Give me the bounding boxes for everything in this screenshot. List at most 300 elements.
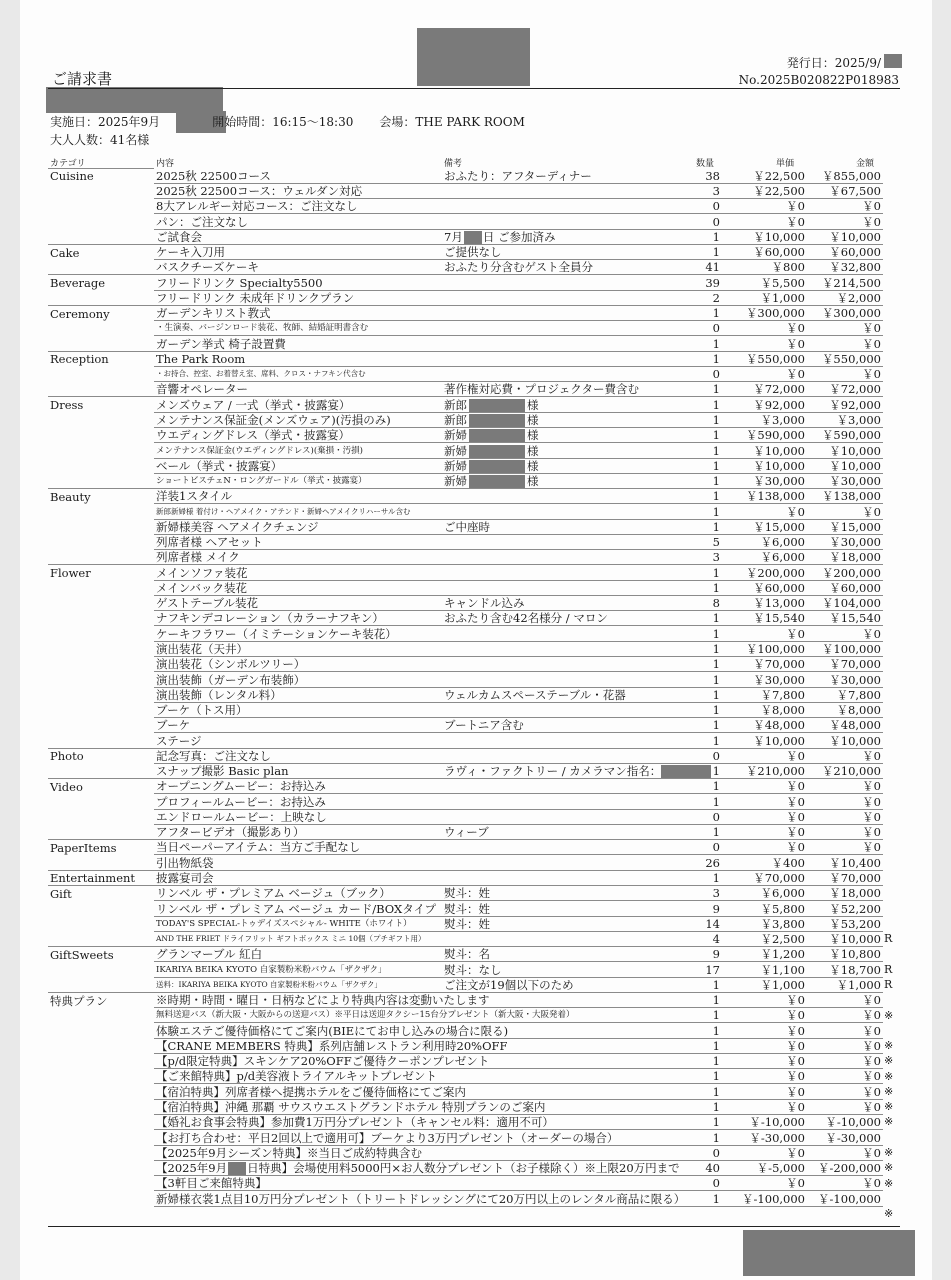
table-row <box>48 1069 883 1084</box>
row-qty: 2 <box>696 290 726 305</box>
table-row <box>48 565 883 580</box>
row-note <box>442 504 696 519</box>
row-unit-price: ￥138,000 <box>726 489 807 504</box>
row-note-text: ご注文が19個以下のため <box>444 977 574 992</box>
table-row <box>48 1114 883 1129</box>
table-header <box>48 156 883 168</box>
row-unit-price: ￥15,540 <box>726 611 807 626</box>
table-row <box>48 290 883 305</box>
table-row <box>48 199 883 214</box>
row-amount: ￥1,000 <box>807 977 883 992</box>
row-amount: ￥0 <box>807 794 883 809</box>
table-row <box>48 992 883 1007</box>
table-row <box>48 183 883 198</box>
row-qty: 0 <box>696 840 726 855</box>
row-category <box>48 1114 154 1129</box>
row-note-text: ラヴィ・ファクトリー / カメラマン指名： <box>444 764 662 779</box>
table-row <box>48 779 883 794</box>
row-amount: ￥15,000 <box>807 519 883 534</box>
event-date: 実施日：2025年9月 <box>50 115 161 129</box>
row-item: メンテナンス保証金(メンズウェア)(汚損のみ) <box>154 412 442 427</box>
row-amount: ￥138,000 <box>807 489 883 504</box>
row-amount: ￥0 <box>807 1053 883 1068</box>
row-amount: ￥0 <box>807 626 883 641</box>
row-note <box>442 977 696 992</box>
row-item: 【3軒目ご来館特典】 <box>154 1176 442 1191</box>
table-row <box>48 504 883 519</box>
row-category <box>48 931 154 946</box>
row-item: バスクチーズケーキ <box>154 260 442 275</box>
row-category <box>48 443 154 458</box>
row-note <box>442 519 696 534</box>
row-unit-price: ￥1,100 <box>726 962 807 977</box>
row-unit-price: ￥800 <box>726 260 807 275</box>
row-note <box>442 412 696 427</box>
table-row <box>48 1053 883 1068</box>
remark-mark <box>884 550 900 565</box>
row-category <box>48 1130 154 1145</box>
row-item: フリードリンク 未成年ドリンクプラン <box>154 290 442 305</box>
row-note <box>442 305 696 320</box>
event-info-line <box>50 113 525 130</box>
row-category <box>48 382 154 397</box>
table-row <box>48 443 883 458</box>
row-item: 体験エステご優待価格にてご案内(BIEにてお申し込みの場合に限る) <box>156 1023 509 1038</box>
row-qty: 0 <box>696 366 726 381</box>
row-note <box>442 809 696 824</box>
row-qty: 1 <box>696 1114 726 1129</box>
redaction-block <box>743 1230 915 1276</box>
row-unit-price: ￥10,000 <box>726 443 807 458</box>
row-unit-price: ￥-10,000 <box>726 1114 807 1129</box>
row-amount: ￥10,000 <box>807 443 883 458</box>
remark-mark: R <box>884 962 893 976</box>
remark-mark <box>884 885 900 900</box>
row-qty: 1 <box>696 1008 726 1023</box>
row-note <box>442 275 696 290</box>
row-unit-price: ￥0 <box>726 1053 807 1068</box>
row-amount: ￥2,000 <box>807 290 883 305</box>
row-qty: 1 <box>696 1053 726 1068</box>
remark-mark <box>884 168 900 183</box>
row-category <box>48 718 154 733</box>
row-qty: 1 <box>696 992 726 1007</box>
row-note <box>442 916 696 931</box>
row-unit-price: ￥-100,000 <box>726 1191 807 1206</box>
row-item: The Park Room <box>154 351 442 366</box>
row-amount: ￥0 <box>807 748 883 763</box>
row-unit-price: ￥0 <box>726 366 807 381</box>
table-row <box>48 229 883 244</box>
row-note <box>442 901 696 916</box>
row-item: 記念写真：ご注文なし <box>154 748 442 763</box>
row-amount: ￥0 <box>807 1023 883 1038</box>
row-category <box>48 1008 154 1023</box>
row-item: フリードリンク Specialty5500 <box>154 275 442 290</box>
row-category <box>48 824 154 839</box>
row-unit-price: ￥5,500 <box>726 275 807 290</box>
row-category: PaperItems <box>48 840 154 855</box>
row-unit-price: ￥1,000 <box>726 290 807 305</box>
row-category <box>48 916 154 931</box>
row-item: ・お持合、控室、お着替え室、席料、クロス・ナフキン代含む <box>154 366 442 381</box>
row-note <box>442 641 696 656</box>
row-qty: 0 <box>696 748 726 763</box>
row-amount: ￥200,000 <box>807 565 883 580</box>
table-row <box>48 1038 883 1053</box>
row-amount: ￥32,800 <box>807 260 883 275</box>
row-category <box>48 809 154 824</box>
row-amount: ￥18,700 <box>807 962 883 977</box>
table-row <box>48 672 883 687</box>
table-row <box>48 1160 883 1175</box>
row-note <box>442 672 696 687</box>
row-amount: ￥0 <box>807 336 883 351</box>
row-qty: 1 <box>696 336 726 351</box>
row-qty: 1 <box>696 1023 726 1038</box>
row-qty: 0 <box>696 199 726 214</box>
row-amount: ￥0 <box>807 504 883 519</box>
row-qty: 1 <box>696 397 726 412</box>
row-item: ナフキンデコレーション（カラーナフキン） <box>154 611 442 626</box>
row-item: エンドロールムービー：上映なし <box>154 809 442 824</box>
row-item: プロフィールムービー：お持込み <box>154 794 442 809</box>
row-amount: ￥-200,000 <box>807 1160 883 1175</box>
remark-mark <box>884 305 900 320</box>
row-qty: 1 <box>696 1038 726 1053</box>
row-item: 【宿泊特典】沖縄 那覇 サウスウエストグランドホテル 特別プランのご案内 <box>156 1099 546 1114</box>
remark-mark: ※ <box>884 1161 894 1175</box>
row-unit-price: ￥0 <box>726 794 807 809</box>
row-amount: ￥855,000 <box>807 169 883 184</box>
row-unit-price: ￥70,000 <box>726 870 807 885</box>
row-note <box>442 428 696 443</box>
row-item: 8大アレルギー対応コース：ご注文なし <box>154 199 442 214</box>
remark-mark <box>884 702 900 717</box>
row-amount: ￥10,000 <box>807 229 883 244</box>
row-qty: 1 <box>696 763 726 778</box>
row-amount: ￥590,000 <box>807 428 883 443</box>
row-note <box>442 595 696 610</box>
row-note <box>442 382 696 397</box>
table-row <box>48 977 883 992</box>
row-note-suffix: 様 <box>527 397 539 412</box>
remark-mark <box>884 809 900 824</box>
row-unit-price: ￥200,000 <box>726 565 807 580</box>
row-amount: ￥67,500 <box>807 183 883 198</box>
table-row <box>48 840 883 855</box>
row-unit-price: ￥6,000 <box>726 885 807 900</box>
row-amount: ￥300,000 <box>807 305 883 320</box>
invoice-number: No.2025B020822P018983 <box>738 73 899 87</box>
row-unit-price: ￥300,000 <box>726 305 807 320</box>
row-unit-price: ￥0 <box>726 840 807 855</box>
row-unit-price: ￥590,000 <box>726 428 807 443</box>
row-amount: ￥3,000 <box>807 412 883 427</box>
remark-mark: ※ <box>884 1207 894 1221</box>
row-category <box>48 962 154 977</box>
row-note-suffix: 様 <box>527 413 539 428</box>
row-note-text: ご中座時 <box>444 519 490 534</box>
table-row <box>48 794 883 809</box>
remark-mark <box>884 290 900 305</box>
row-amount: ￥92,000 <box>807 397 883 412</box>
remark-mark <box>884 214 900 229</box>
row-unit-price: ￥60,000 <box>726 244 807 259</box>
row-qty: 1 <box>696 1084 726 1099</box>
redaction-block <box>469 475 525 488</box>
row-item: ご試食会 <box>154 229 442 244</box>
row-amount: ￥0 <box>807 321 883 336</box>
remark-mark <box>884 870 900 885</box>
row-note-text: ブートニア含む <box>444 718 524 733</box>
row-item: 列席者様 ヘアセット <box>154 534 442 549</box>
row-category <box>48 901 154 916</box>
remark-mark <box>884 1191 900 1206</box>
row-item: 【婚礼お食事会特典】参加費1万円分プレゼント（キャンセル料：適用不可） <box>156 1115 554 1130</box>
row-unit-price: ￥0 <box>726 626 807 641</box>
row-item: 当日ペーパーアイテム：当方ご手配なし <box>154 840 442 855</box>
table-row <box>48 336 883 351</box>
table-row <box>48 641 883 656</box>
table-row <box>48 1008 883 1023</box>
table-row <box>48 1130 883 1145</box>
row-item: グランマーブル 紅白 <box>154 947 442 962</box>
row-item: 2025秋 22500コース：ウェルダン対応 <box>154 183 442 198</box>
row-amount: ￥72,000 <box>807 382 883 397</box>
row-category <box>48 321 154 336</box>
row-note <box>442 763 696 778</box>
row-note <box>442 397 696 412</box>
remark-mark <box>884 992 900 1007</box>
remark-mark: ※ <box>884 1146 894 1159</box>
row-note <box>442 580 696 595</box>
row-qty: 1 <box>696 565 726 580</box>
row-qty: 1 <box>696 870 726 885</box>
row-qty: 4 <box>696 931 726 946</box>
row-category <box>48 733 154 748</box>
row-qty: 1 <box>696 458 726 473</box>
row-note <box>442 611 696 626</box>
table-row <box>48 733 883 748</box>
row-note-text: おふたり含む42名様分 / マロン <box>444 611 608 626</box>
table-row <box>48 550 883 565</box>
row-unit-price: ￥0 <box>726 1023 807 1038</box>
table-row <box>48 687 883 702</box>
row-item: 2025秋 22500コース <box>154 169 442 184</box>
event-venue: 会場：THE PARK ROOM <box>379 115 525 129</box>
table-row <box>48 1084 883 1099</box>
row-qty: 8 <box>696 595 726 610</box>
row-item: 【お打ち合わせ：平日2回以上で適用可】ブーケより3万円プレゼント（オーダーの場合） <box>156 1130 619 1145</box>
row-category <box>48 336 154 351</box>
remark-mark <box>884 855 900 870</box>
row-note <box>442 947 696 962</box>
row-qty: 5 <box>696 534 726 549</box>
row-category <box>48 1191 154 1206</box>
row-amount: ￥0 <box>807 1176 883 1191</box>
row-amount: ￥15,540 <box>807 611 883 626</box>
row-note-text: 新婦 <box>444 443 467 458</box>
row-unit-price: ￥100,000 <box>726 641 807 656</box>
table-row <box>48 428 883 443</box>
row-unit-price: ￥22,500 <box>726 169 807 184</box>
row-item: ・生演奏、バージンロード装花、牧師、結婚証明書含む <box>154 321 442 336</box>
row-unit-price: ￥0 <box>726 992 807 1007</box>
remark-mark <box>884 458 900 473</box>
redaction-block <box>469 460 525 473</box>
row-amount: ￥7,800 <box>807 687 883 702</box>
document-title: ご請求書 <box>52 70 113 88</box>
row-unit-price: ￥30,000 <box>726 672 807 687</box>
remark-mark <box>884 565 900 580</box>
row-amount: ￥100,000 <box>807 641 883 656</box>
row-amount: ￥53,200 <box>807 916 883 931</box>
row-note-text: 著作権対応費・プロジェクター費含む <box>444 382 640 397</box>
remark-mark <box>884 748 900 763</box>
row-amount: ￥0 <box>807 1099 883 1114</box>
remark-mark: ※ <box>884 1054 894 1068</box>
row-category <box>48 260 154 275</box>
row-category <box>48 366 154 381</box>
row-amount: ￥10,000 <box>807 931 883 946</box>
row-category <box>48 428 154 443</box>
row-amount: ￥30,000 <box>807 473 883 488</box>
row-unit-price: ￥0 <box>726 824 807 839</box>
table-row <box>48 260 883 275</box>
row-item: ガーデン挙式 椅子設置費 <box>154 336 442 351</box>
row-note <box>442 336 696 351</box>
row-note <box>442 855 696 870</box>
remark-mark <box>884 382 900 397</box>
row-note-suffix: 様 <box>527 428 539 443</box>
row-category <box>48 290 154 305</box>
row-item: メインバック装花 <box>154 580 442 595</box>
remark-mark <box>884 366 900 381</box>
remark-mark <box>884 1130 900 1145</box>
row-qty: 1 <box>696 1191 726 1206</box>
row-item: 新婦様衣裳1点目10万円分プレゼント（トリートドレッシングにて20万円以上のレンタル商品に限る） <box>156 1191 686 1206</box>
row-note <box>442 870 696 885</box>
table-row <box>48 748 883 763</box>
row-qty: 39 <box>696 275 726 290</box>
row-note-suffix: 様 <box>527 474 539 489</box>
table-row <box>48 519 883 534</box>
table-row <box>48 718 883 733</box>
row-qty: 1 <box>696 626 726 641</box>
row-category: Video <box>48 779 154 794</box>
row-item: ケーキフラワー（イミテーションケーキ装花） <box>154 626 442 641</box>
row-unit-price: ￥70,000 <box>726 657 807 672</box>
row-note <box>442 229 696 244</box>
row-note-text: おふたり分含むゲスト全員分 <box>444 260 594 275</box>
row-amount: ￥210,000 <box>807 763 883 778</box>
remark-mark: ※ <box>884 1008 894 1022</box>
row-category: GiftSweets <box>48 947 154 962</box>
row-item: ※時期・時間・曜日・日柄などにより特典内容は変動いたします <box>156 993 490 1008</box>
row-qty: 38 <box>696 169 726 184</box>
remark-mark <box>884 397 900 412</box>
row-qty: 1 <box>696 443 726 458</box>
row-item: ガーデンキリスト教式 <box>154 305 442 320</box>
row-unit-price: ￥2,500 <box>726 931 807 946</box>
row-amount: ￥0 <box>807 1008 883 1023</box>
row-category: Ceremony <box>48 305 154 320</box>
row-item: 【2025年9月シーズン特典】※当日ご成約特典含む <box>154 1145 442 1160</box>
row-unit-price: ￥10,000 <box>726 733 807 748</box>
row-category <box>48 550 154 565</box>
row-note <box>442 1145 696 1160</box>
table-row <box>48 580 883 595</box>
table-row <box>48 1191 883 1206</box>
row-note-text: ウィーブ <box>444 825 489 840</box>
row-item: IKARIYA BEIKA KYOTO 自家製粉米粉バウム「ザクザク」 <box>154 962 442 977</box>
row-amount: ￥104,000 <box>807 595 883 610</box>
col-category: カテゴリ <box>50 159 86 169</box>
row-amount: ￥-30,000 <box>807 1130 883 1145</box>
row-category <box>48 183 154 198</box>
row-note <box>442 534 696 549</box>
table-row <box>48 702 883 717</box>
row-note <box>442 366 696 381</box>
remark-mark <box>884 901 900 916</box>
remark-mark <box>884 473 900 488</box>
row-qty: 1 <box>696 580 726 595</box>
row-unit-price: ￥0 <box>726 779 807 794</box>
row-category <box>48 1084 154 1099</box>
row-item: メンテナンス保証金(ウエディングドレス)(棄損・汚損) <box>154 443 442 458</box>
row-note <box>442 718 696 733</box>
row-unit-price: ￥6,000 <box>726 534 807 549</box>
row-unit-price: ￥1,200 <box>726 947 807 962</box>
row-amount: ￥30,000 <box>807 534 883 549</box>
row-unit-price: ￥0 <box>726 321 807 336</box>
row-unit-price: ￥0 <box>726 199 807 214</box>
row-note <box>442 565 696 580</box>
row-item: 【CRANE MEMBERS 特典】系列店舗レストラン利用時20%OFF <box>156 1038 508 1053</box>
table-row <box>48 473 883 488</box>
redaction-block <box>464 231 482 244</box>
table-row <box>48 809 883 824</box>
row-category <box>48 504 154 519</box>
col-note: 備考 <box>444 159 463 169</box>
row-item: 演出装飾（ガーデン布装飾） <box>154 672 442 687</box>
remark-column <box>884 168 900 1221</box>
redaction-block <box>469 399 525 412</box>
row-item: 演出装花（シンボルツリー） <box>154 657 442 672</box>
table-row <box>48 916 883 931</box>
row-note <box>442 169 696 184</box>
col-qty: 数量 <box>696 159 715 169</box>
row-amount: ￥60,000 <box>807 580 883 595</box>
row-unit-price: ￥210,000 <box>726 763 807 778</box>
row-note <box>442 351 696 366</box>
row-note <box>442 214 696 229</box>
table-row <box>48 855 883 870</box>
row-unit-price: ￥0 <box>726 336 807 351</box>
row-amount: ￥70,000 <box>807 657 883 672</box>
row-category <box>48 412 154 427</box>
row-amount: ￥0 <box>807 824 883 839</box>
row-qty: 3 <box>696 183 726 198</box>
remark-mark: ※ <box>884 1039 894 1053</box>
row-amount: ￥0 <box>807 840 883 855</box>
remark-mark: ※ <box>884 1069 894 1083</box>
row-note-suffix: 様 <box>527 443 539 458</box>
row-qty: 1 <box>696 382 726 397</box>
row-note <box>442 687 696 702</box>
col-unit-price: 単価 <box>776 159 795 169</box>
